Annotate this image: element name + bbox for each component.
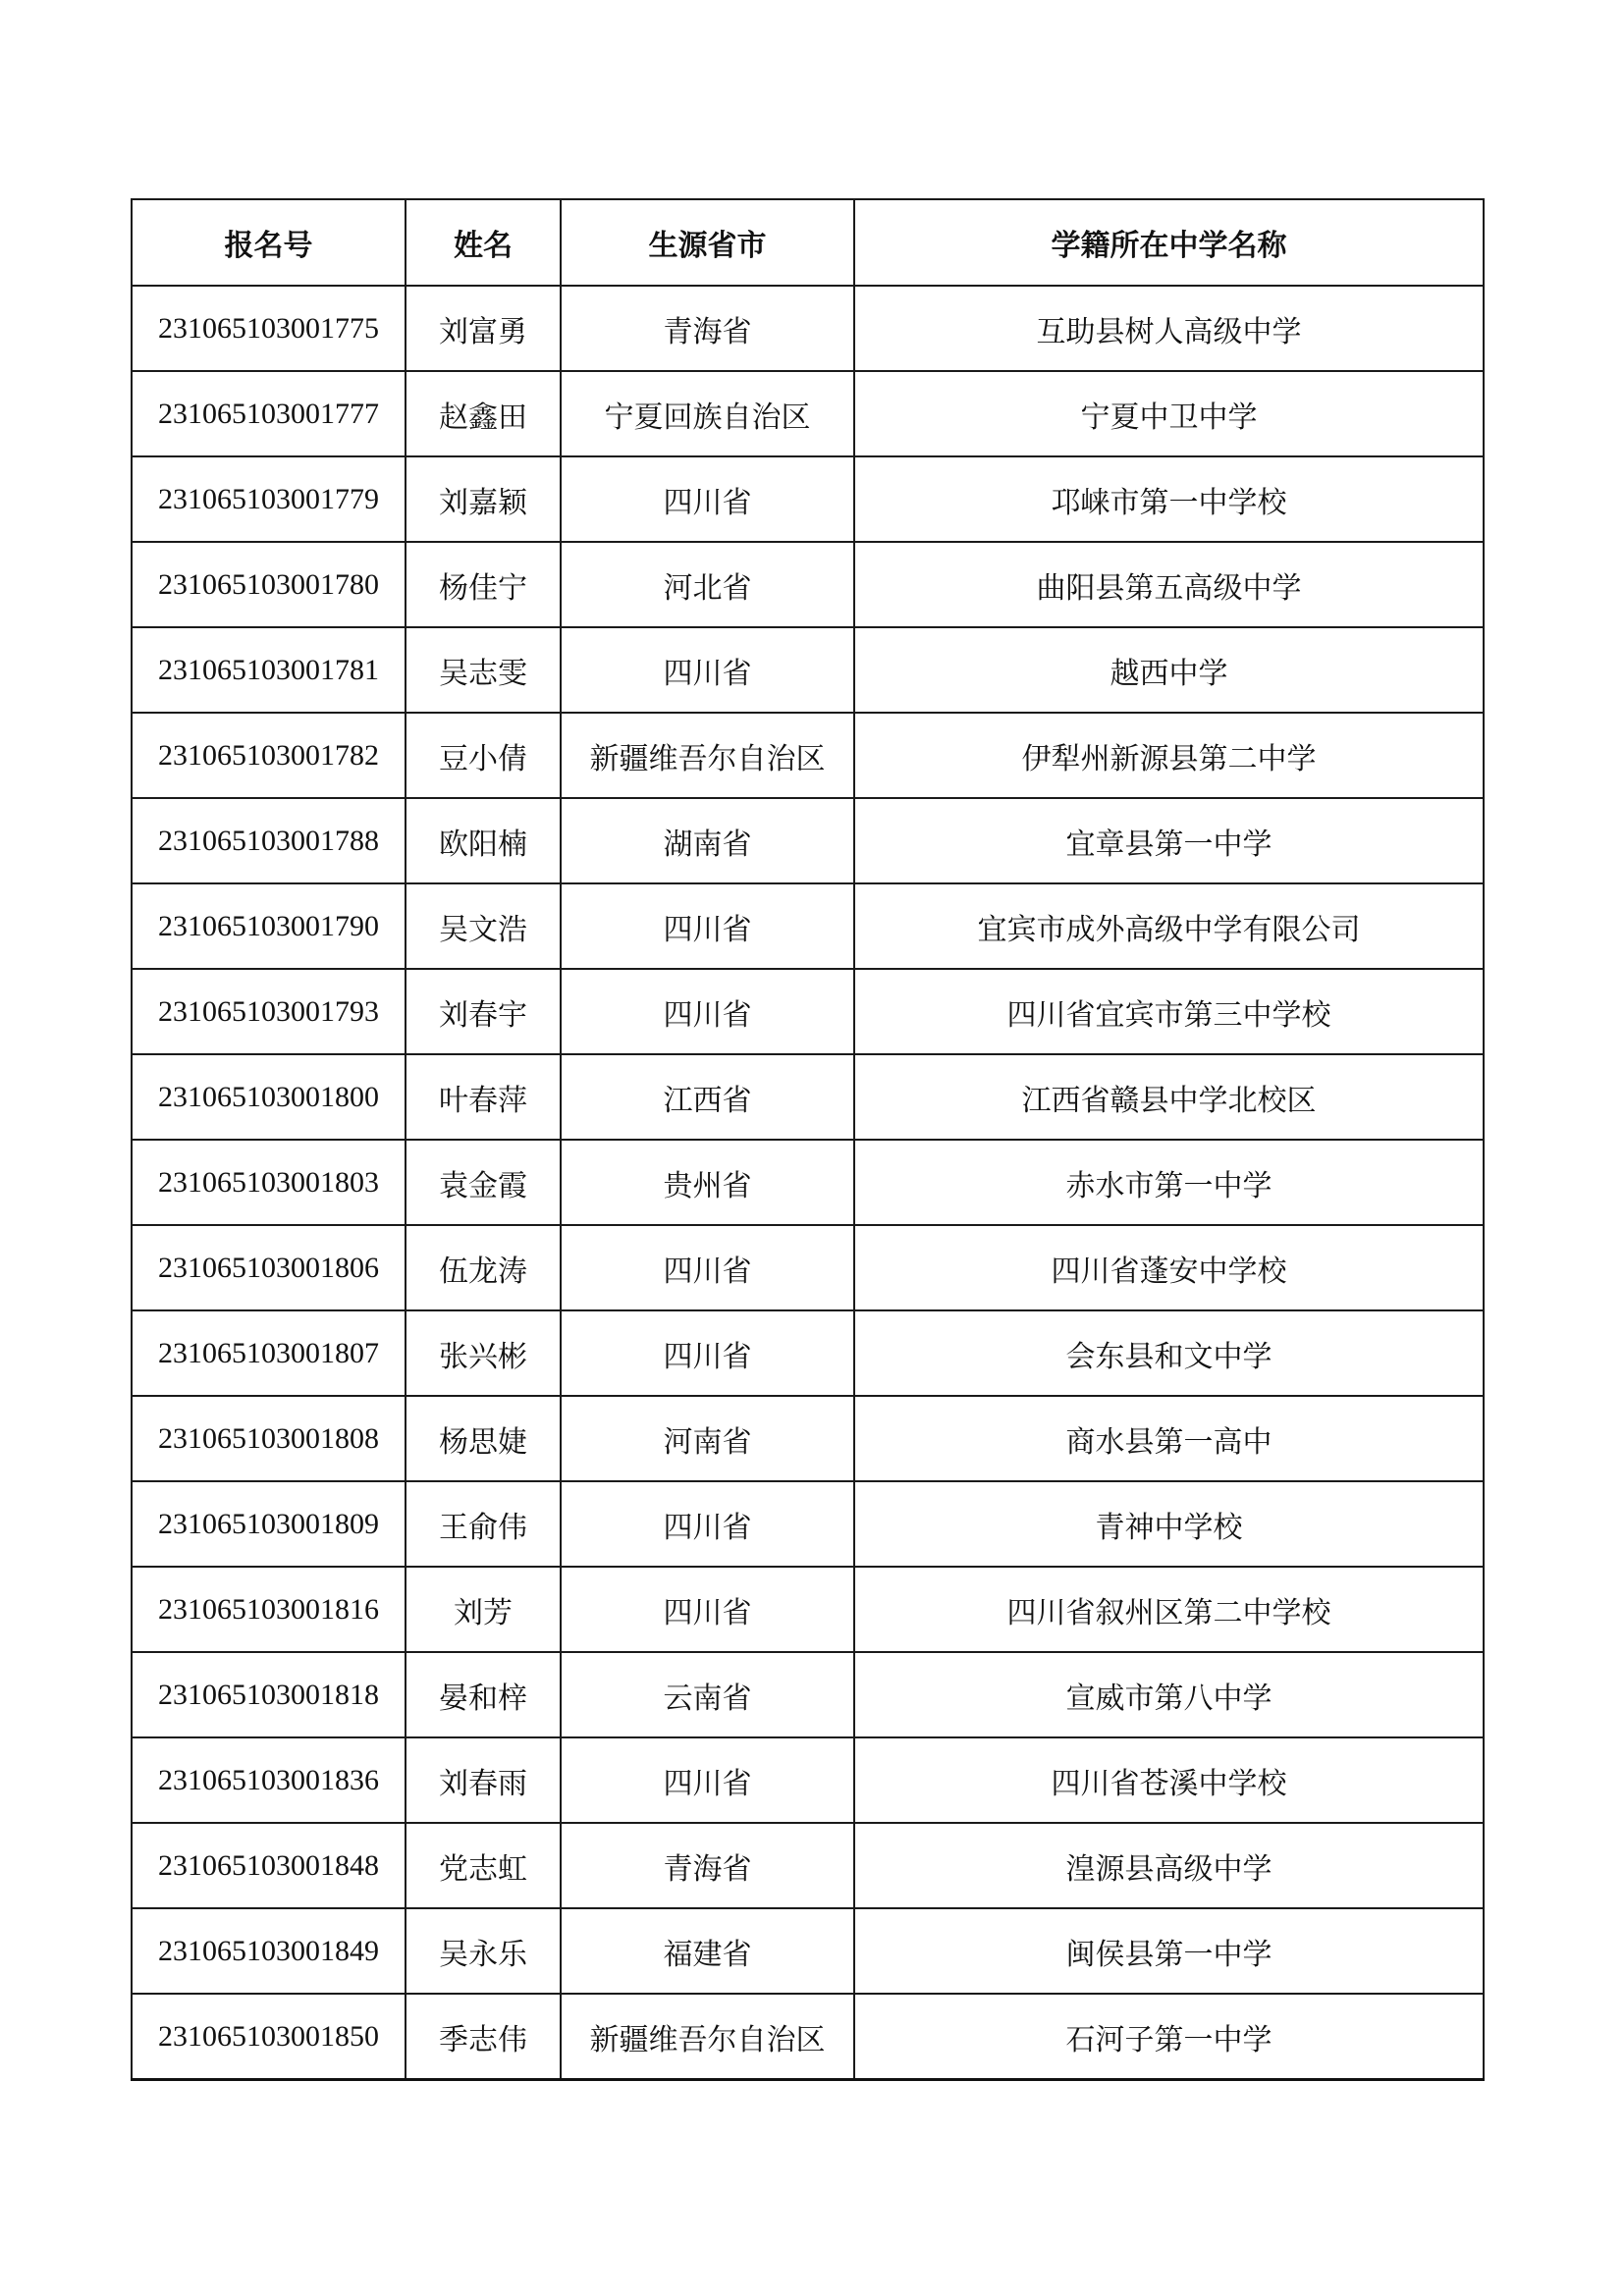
cell-province: 四川省 [561,1567,854,1652]
cell-province: 云南省 [561,1652,854,1737]
cell-name: 张兴彬 [406,1310,561,1396]
table-row [132,1140,1484,1225]
cell-province: 四川省 [561,1225,854,1310]
cell-registration-number: 231065103001836 [132,1737,406,1823]
header-school: 学籍所在中学名称 [854,199,1484,286]
table-row [132,1652,1484,1737]
cell-registration-number: 231065103001803 [132,1140,406,1225]
cell-province: 河南省 [561,1396,854,1481]
cell-province: 新疆维吾尔自治区 [561,1994,854,2080]
table-row [132,713,1484,798]
header-name: 姓名 [406,199,561,286]
cell-name: 吴志雯 [406,627,561,713]
cell-registration-number: 231065103001848 [132,1823,406,1908]
cell-province: 四川省 [561,1310,854,1396]
table-row [132,286,1484,371]
table-row [132,627,1484,713]
cell-name: 刘富勇 [406,286,561,371]
cell-registration-number: 231065103001850 [132,1994,406,2080]
cell-name: 王俞伟 [406,1481,561,1567]
cell-school: 商水县第一高中 [854,1396,1484,1481]
cell-school: 伊犁州新源县第二中学 [854,713,1484,798]
cell-province: 四川省 [561,456,854,542]
cell-province: 江西省 [561,1054,854,1140]
cell-registration-number: 231065103001780 [132,542,406,627]
cell-province: 青海省 [561,1823,854,1908]
cell-registration-number: 231065103001849 [132,1908,406,1994]
cell-school: 宣威市第八中学 [854,1652,1484,1737]
cell-name: 吴文浩 [406,883,561,969]
cell-name: 杨佳宁 [406,542,561,627]
cell-school: 宜章县第一中学 [854,798,1484,883]
cell-registration-number: 231065103001775 [132,286,406,371]
table-body [132,286,1484,2080]
table-row [132,1054,1484,1140]
cell-registration-number: 231065103001808 [132,1396,406,1481]
table-row [132,1481,1484,1567]
table-row [132,1737,1484,1823]
cell-name: 党志虹 [406,1823,561,1908]
cell-school: 青神中学校 [854,1481,1484,1567]
table-row [132,1396,1484,1481]
cell-name: 豆小倩 [406,713,561,798]
cell-school: 越西中学 [854,627,1484,713]
cell-registration-number: 231065103001781 [132,627,406,713]
cell-school: 闽侯县第一中学 [854,1908,1484,1994]
cell-registration-number: 231065103001777 [132,371,406,456]
cell-school: 互助县树人高级中学 [854,286,1484,371]
table-row [132,969,1484,1054]
table-row [132,883,1484,969]
cell-name: 刘春雨 [406,1737,561,1823]
cell-school: 四川省宜宾市第三中学校 [854,969,1484,1054]
cell-province: 四川省 [561,883,854,969]
cell-registration-number: 231065103001779 [132,456,406,542]
cell-name: 杨思婕 [406,1396,561,1481]
cell-name: 赵鑫田 [406,371,561,456]
table-header-row [132,199,1484,286]
table-row [132,542,1484,627]
cell-school: 会东县和文中学 [854,1310,1484,1396]
cell-school: 湟源县高级中学 [854,1823,1484,1908]
cell-name: 季志伟 [406,1994,561,2080]
table-row [132,1310,1484,1396]
cell-registration-number: 231065103001782 [132,713,406,798]
cell-province: 四川省 [561,969,854,1054]
cell-school: 曲阳县第五高级中学 [854,542,1484,627]
cell-province: 青海省 [561,286,854,371]
cell-province: 新疆维吾尔自治区 [561,713,854,798]
header-registration-number: 报名号 [132,199,406,286]
table-row [132,1994,1484,2080]
table-row [132,1567,1484,1652]
cell-registration-number: 231065103001800 [132,1054,406,1140]
cell-province: 四川省 [561,627,854,713]
cell-school: 江西省赣县中学北校区 [854,1054,1484,1140]
cell-registration-number: 231065103001807 [132,1310,406,1396]
cell-province: 四川省 [561,1481,854,1567]
cell-province: 湖南省 [561,798,854,883]
admissions-table [131,198,1485,2081]
cell-name: 袁金霞 [406,1140,561,1225]
cell-province: 宁夏回族自治区 [561,371,854,456]
cell-name: 刘嘉颖 [406,456,561,542]
table-row [132,1225,1484,1310]
cell-name: 欧阳楠 [406,798,561,883]
cell-name: 刘春宇 [406,969,561,1054]
cell-province: 河北省 [561,542,854,627]
cell-school: 四川省苍溪中学校 [854,1737,1484,1823]
cell-province: 贵州省 [561,1140,854,1225]
cell-name: 晏和梓 [406,1652,561,1737]
table-row [132,1823,1484,1908]
cell-registration-number: 231065103001790 [132,883,406,969]
cell-registration-number: 231065103001809 [132,1481,406,1567]
cell-name: 吴永乐 [406,1908,561,1994]
table-row [132,1908,1484,1994]
cell-registration-number: 231065103001818 [132,1652,406,1737]
cell-school: 四川省叙州区第二中学校 [854,1567,1484,1652]
header-province: 生源省市 [561,199,854,286]
table-row [132,456,1484,542]
cell-school: 宜宾市成外高级中学有限公司 [854,883,1484,969]
cell-name: 叶春萍 [406,1054,561,1140]
cell-registration-number: 231065103001816 [132,1567,406,1652]
cell-province: 四川省 [561,1737,854,1823]
cell-school: 宁夏中卫中学 [854,371,1484,456]
cell-school: 石河子第一中学 [854,1994,1484,2080]
cell-school: 四川省蓬安中学校 [854,1225,1484,1310]
cell-registration-number: 231065103001806 [132,1225,406,1310]
cell-name: 刘芳 [406,1567,561,1652]
cell-registration-number: 231065103001788 [132,798,406,883]
cell-school: 邛崃市第一中学校 [854,456,1484,542]
cell-province: 福建省 [561,1908,854,1994]
cell-school: 赤水市第一中学 [854,1140,1484,1225]
cell-registration-number: 231065103001793 [132,969,406,1054]
table-row [132,798,1484,883]
table-row [132,371,1484,456]
cell-name: 伍龙涛 [406,1225,561,1310]
